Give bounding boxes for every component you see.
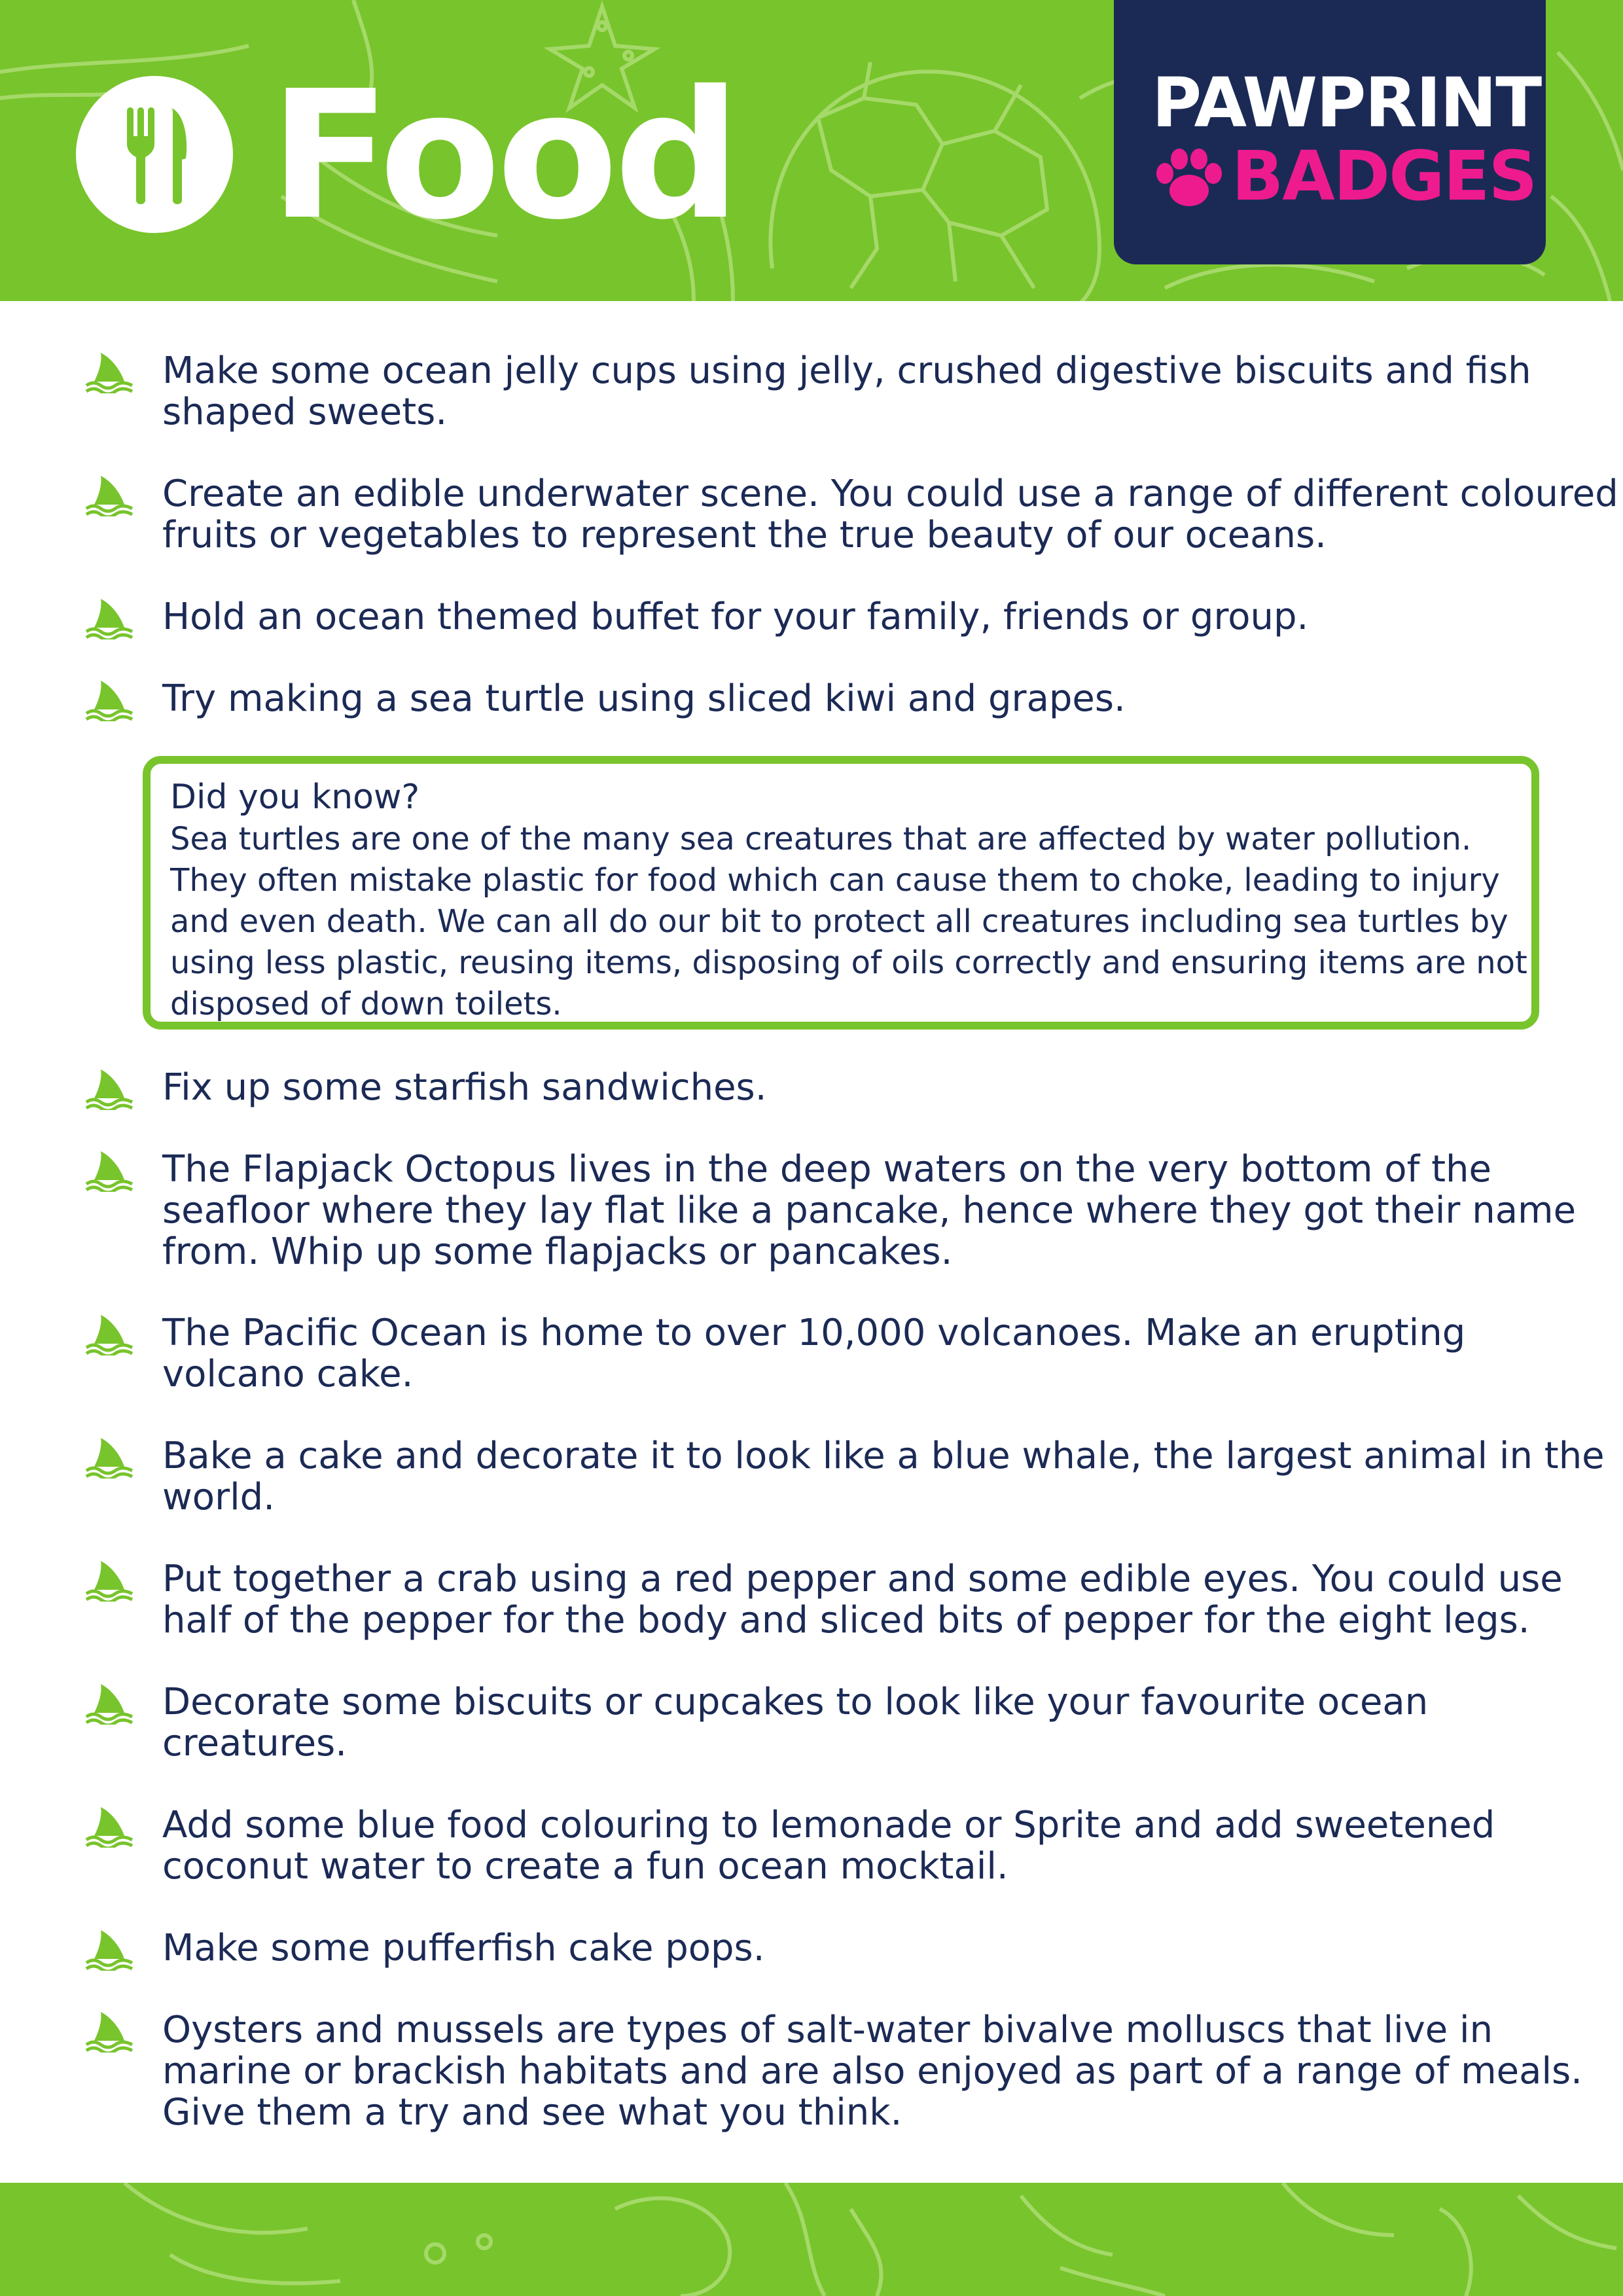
shark-fin-icon — [85, 679, 134, 721]
shark-fin-icon — [85, 1560, 134, 1602]
shark-fin-icon — [85, 1068, 134, 1110]
shark-fin-icon — [85, 475, 134, 516]
shark-fin-icon — [85, 351, 134, 393]
fork-knife-icon — [76, 76, 233, 233]
activity-text: Hold an ocean themed buffet for your family, friends or group. — [162, 596, 1309, 638]
activity-text: Bake a cake and decorate it to look like a blue whale, the largest animal in the world. — [162, 1435, 1605, 1518]
activity-text: The Flapjack Octopus lives in the deep waters on the very bottom of the seafloor where they lay flat like a pancake, hence where they got their name from. Whip up some flapjacks or pancakes. — [162, 1148, 1577, 1273]
shark-fin-icon — [85, 1150, 134, 1192]
page-title: Food — [270, 52, 737, 259]
shark-fin-icon — [85, 1314, 134, 1355]
activity-text: Create an edible underwater scene. You could use a range of different coloured fruits or vegetables to represent the true beauty of our oceans. — [162, 473, 1618, 556]
activity-text: Decorate some biscuits or cupcakes to look like your favourite ocean creatures. — [162, 1681, 1429, 1765]
sea-creatures-background — [0, 2183, 1623, 2296]
shark-fin-icon — [85, 1929, 134, 1971]
did-you-know-title: Did you know? — [170, 778, 420, 817]
paw-icon — [1153, 147, 1225, 210]
shark-fin-icon — [85, 2011, 134, 2053]
activity-text: Put together a crab using a red pepper and some edible eyes. You could use half of the pepper for the body and sliced bits of pepper for the eight legs. — [162, 1558, 1563, 1641]
activity-text: Make some ocean jelly cups using jelly, crushed digestive biscuits and fish shaped sweets. — [162, 350, 1531, 433]
logo-text-pawprint: PAWPRINT — [1152, 63, 1541, 143]
shark-fin-icon — [85, 1683, 134, 1725]
pawprint-badges-logo — [1114, 0, 1546, 264]
shark-fin-icon — [85, 598, 134, 639]
activity-text: Oysters and mussels are types of salt-water bivalve molluscs that live in marine or brackish habitats and are also enjoyed as part of a range of meals. Give them a try and see what you think. — [162, 2009, 1582, 2134]
activity-text: Add some blue food colouring to lemonade or Sprite and add sweetened coconut water to create a fun ocean mocktail. — [162, 1804, 1495, 1888]
activity-text: Try making a sea turtle using sliced kiwi and grapes. — [162, 677, 1126, 720]
shark-fin-icon — [85, 1437, 134, 1479]
footer-banner — [0, 2183, 1623, 2296]
activity-text: Fix up some starfish sandwiches. — [162, 1066, 767, 1109]
shark-fin-icon — [85, 1806, 134, 1848]
header-banner — [0, 0, 1623, 301]
logo-text-badges: BADGES — [1232, 136, 1537, 216]
activity-text: Make some pufferfish cake pops. — [162, 1927, 765, 1969]
activity-text: The Pacific Ocean is home to over 10,000 volcanoes. Make an erupting volcano cake. — [162, 1312, 1466, 1395]
did-you-know-body: Sea turtles are one of the many sea creatures that are affected by water pollution. They often mistake plastic for food which can cause them to choke, leading to injury and even death. We can all do our bit to protect all creatures including sea turtles by using less plastic, reusing items, disposing of oils correctly and ensuring items are not disposed of down toilets. — [170, 821, 1527, 1022]
did-you-know-box — [143, 756, 1539, 1030]
